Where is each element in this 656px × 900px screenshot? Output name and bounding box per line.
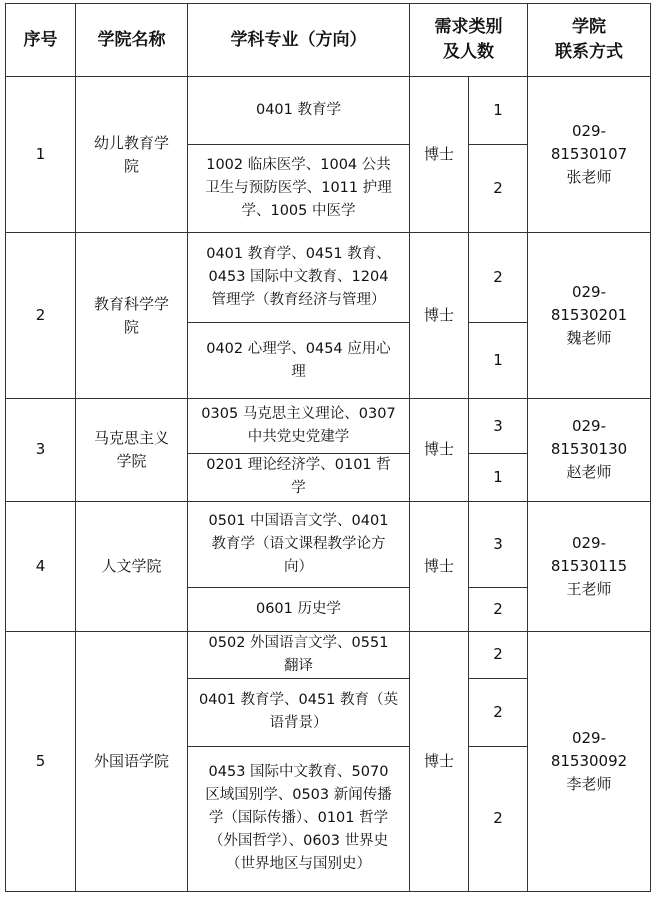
major-line: 0402 心理学、0454 应用心 [206,340,391,357]
major-line: 1002 临床医学、1004 公共 [206,157,391,174]
college-name-line: 院 [123,156,139,175]
contact-person: 张老师 [566,168,612,187]
major-cell [188,233,410,323]
header-demand [410,4,528,77]
major-cell [188,678,410,746]
major-line: 0401 教育学 [255,102,341,119]
college-name [76,77,188,233]
headcount: 2 [469,631,528,678]
major-cell [188,631,410,678]
major-line: 0601 历史学 [255,600,341,617]
major-line: 教育学（语文课程教学论方 [211,535,386,552]
contact-person: 赵老师 [566,463,612,482]
header-index: 序号 [6,4,76,77]
major-line: 0305 马克思主义理论、0307 [201,406,396,423]
major-cell [188,454,410,501]
contact-info [528,631,651,891]
header-demand-line: 及人数 [443,42,494,63]
recruitment-table [5,3,651,892]
major-line: 中共党史党建学 [247,429,350,446]
major-line: （外国哲学）、0603 世界史 [208,833,389,850]
row-index: 3 [6,399,76,501]
header-demand-line: 需求类别 [434,17,503,38]
contact-info [528,233,651,399]
contact-phone: 029-81530130 [550,417,628,459]
major-line: 0401 教育学、0451 教育（英 [198,692,399,709]
college-name [76,399,188,501]
major-cell [188,746,410,891]
major-line: 学、1005 中医学 [241,203,356,220]
major-cell [188,145,410,233]
degree-type: 博士 [410,233,469,399]
major-line: 语背景） [269,715,328,732]
headcount: 3 [469,501,528,587]
college-name-line: 学院 [116,451,147,470]
headcount: 1 [469,77,528,145]
major-line: 0401 教育学、0451 教育、 [206,246,391,263]
major-line: 学 [291,480,306,497]
row-index: 4 [6,501,76,631]
college-name-line: 外国语学院 [93,751,169,770]
major-line: 0501 中国语言文学、0401 [208,512,389,529]
major-line: 学（国际传播）、0101 哲学 [208,810,389,827]
major-line: 理 [291,363,306,380]
major-line: 区域国别学、0503 新闻传播 [205,787,392,804]
headcount: 2 [469,587,528,631]
contact-info [528,501,651,631]
contact-phone: 029-81530201 [550,283,628,325]
major-line: 向） [284,558,313,575]
major-cell [188,77,410,145]
college-name-line: 院 [123,317,139,336]
headcount: 2 [469,145,528,233]
degree-type: 博士 [410,399,469,501]
degree-type: 博士 [410,631,469,891]
major-line: 0453 国际中文教育、1204 [208,269,389,286]
header-college: 学院名称 [76,4,188,77]
headcount: 3 [469,399,528,454]
header-major: 学科专业（方向） [188,4,410,77]
contact-info [528,399,651,501]
header-contact-line: 联系方式 [555,42,623,63]
contact-person: 魏老师 [566,329,612,348]
table-row [6,399,651,454]
college-name-line: 幼儿教育学 [93,133,169,152]
table-row [6,77,651,145]
table-row [6,501,651,587]
contact-phone: 029-81530107 [550,122,628,164]
major-line: 0453 国际中文教育、5070 [208,764,389,781]
major-cell [188,501,410,587]
row-index: 5 [6,631,76,891]
header-contact-line: 学院 [572,17,606,38]
table-row [6,631,651,678]
major-line: 0502 外国语言文学、0551 [208,634,389,651]
major-cell [188,587,410,631]
degree-type: 博士 [410,501,469,631]
major-cell [188,323,410,399]
major-line: 卫生与预防医学、1011 护理 [205,180,392,197]
headcount: 1 [469,323,528,399]
college-name-line: 马克思主义 [93,428,169,447]
headcount: 2 [469,233,528,323]
college-name-line: 教育科学学 [93,294,169,313]
college-name [76,501,188,631]
contact-info [528,77,651,233]
major-line: 管理学（教育经济与管理） [211,292,386,309]
contact-person: 李老师 [566,774,612,793]
major-line: 0201 理论经济学、0101 哲 [206,457,391,474]
header-contact [528,4,651,77]
table-header-row [6,4,651,77]
headcount: 1 [469,454,528,501]
row-index: 1 [6,77,76,233]
table-row [6,233,651,323]
major-line: 翻译 [284,657,313,674]
college-name-line: 人文学院 [101,556,162,575]
college-name [76,631,188,891]
contact-phone: 029-81530092 [550,728,628,770]
headcount: 2 [469,678,528,746]
contact-person: 王老师 [566,579,612,598]
major-cell [188,399,410,454]
headcount: 2 [469,746,528,891]
row-index: 2 [6,233,76,399]
contact-phone: 029-81530115 [550,533,628,575]
major-line: （世界地区与国别史） [226,856,371,873]
college-name [76,233,188,399]
degree-type: 博士 [410,77,469,233]
